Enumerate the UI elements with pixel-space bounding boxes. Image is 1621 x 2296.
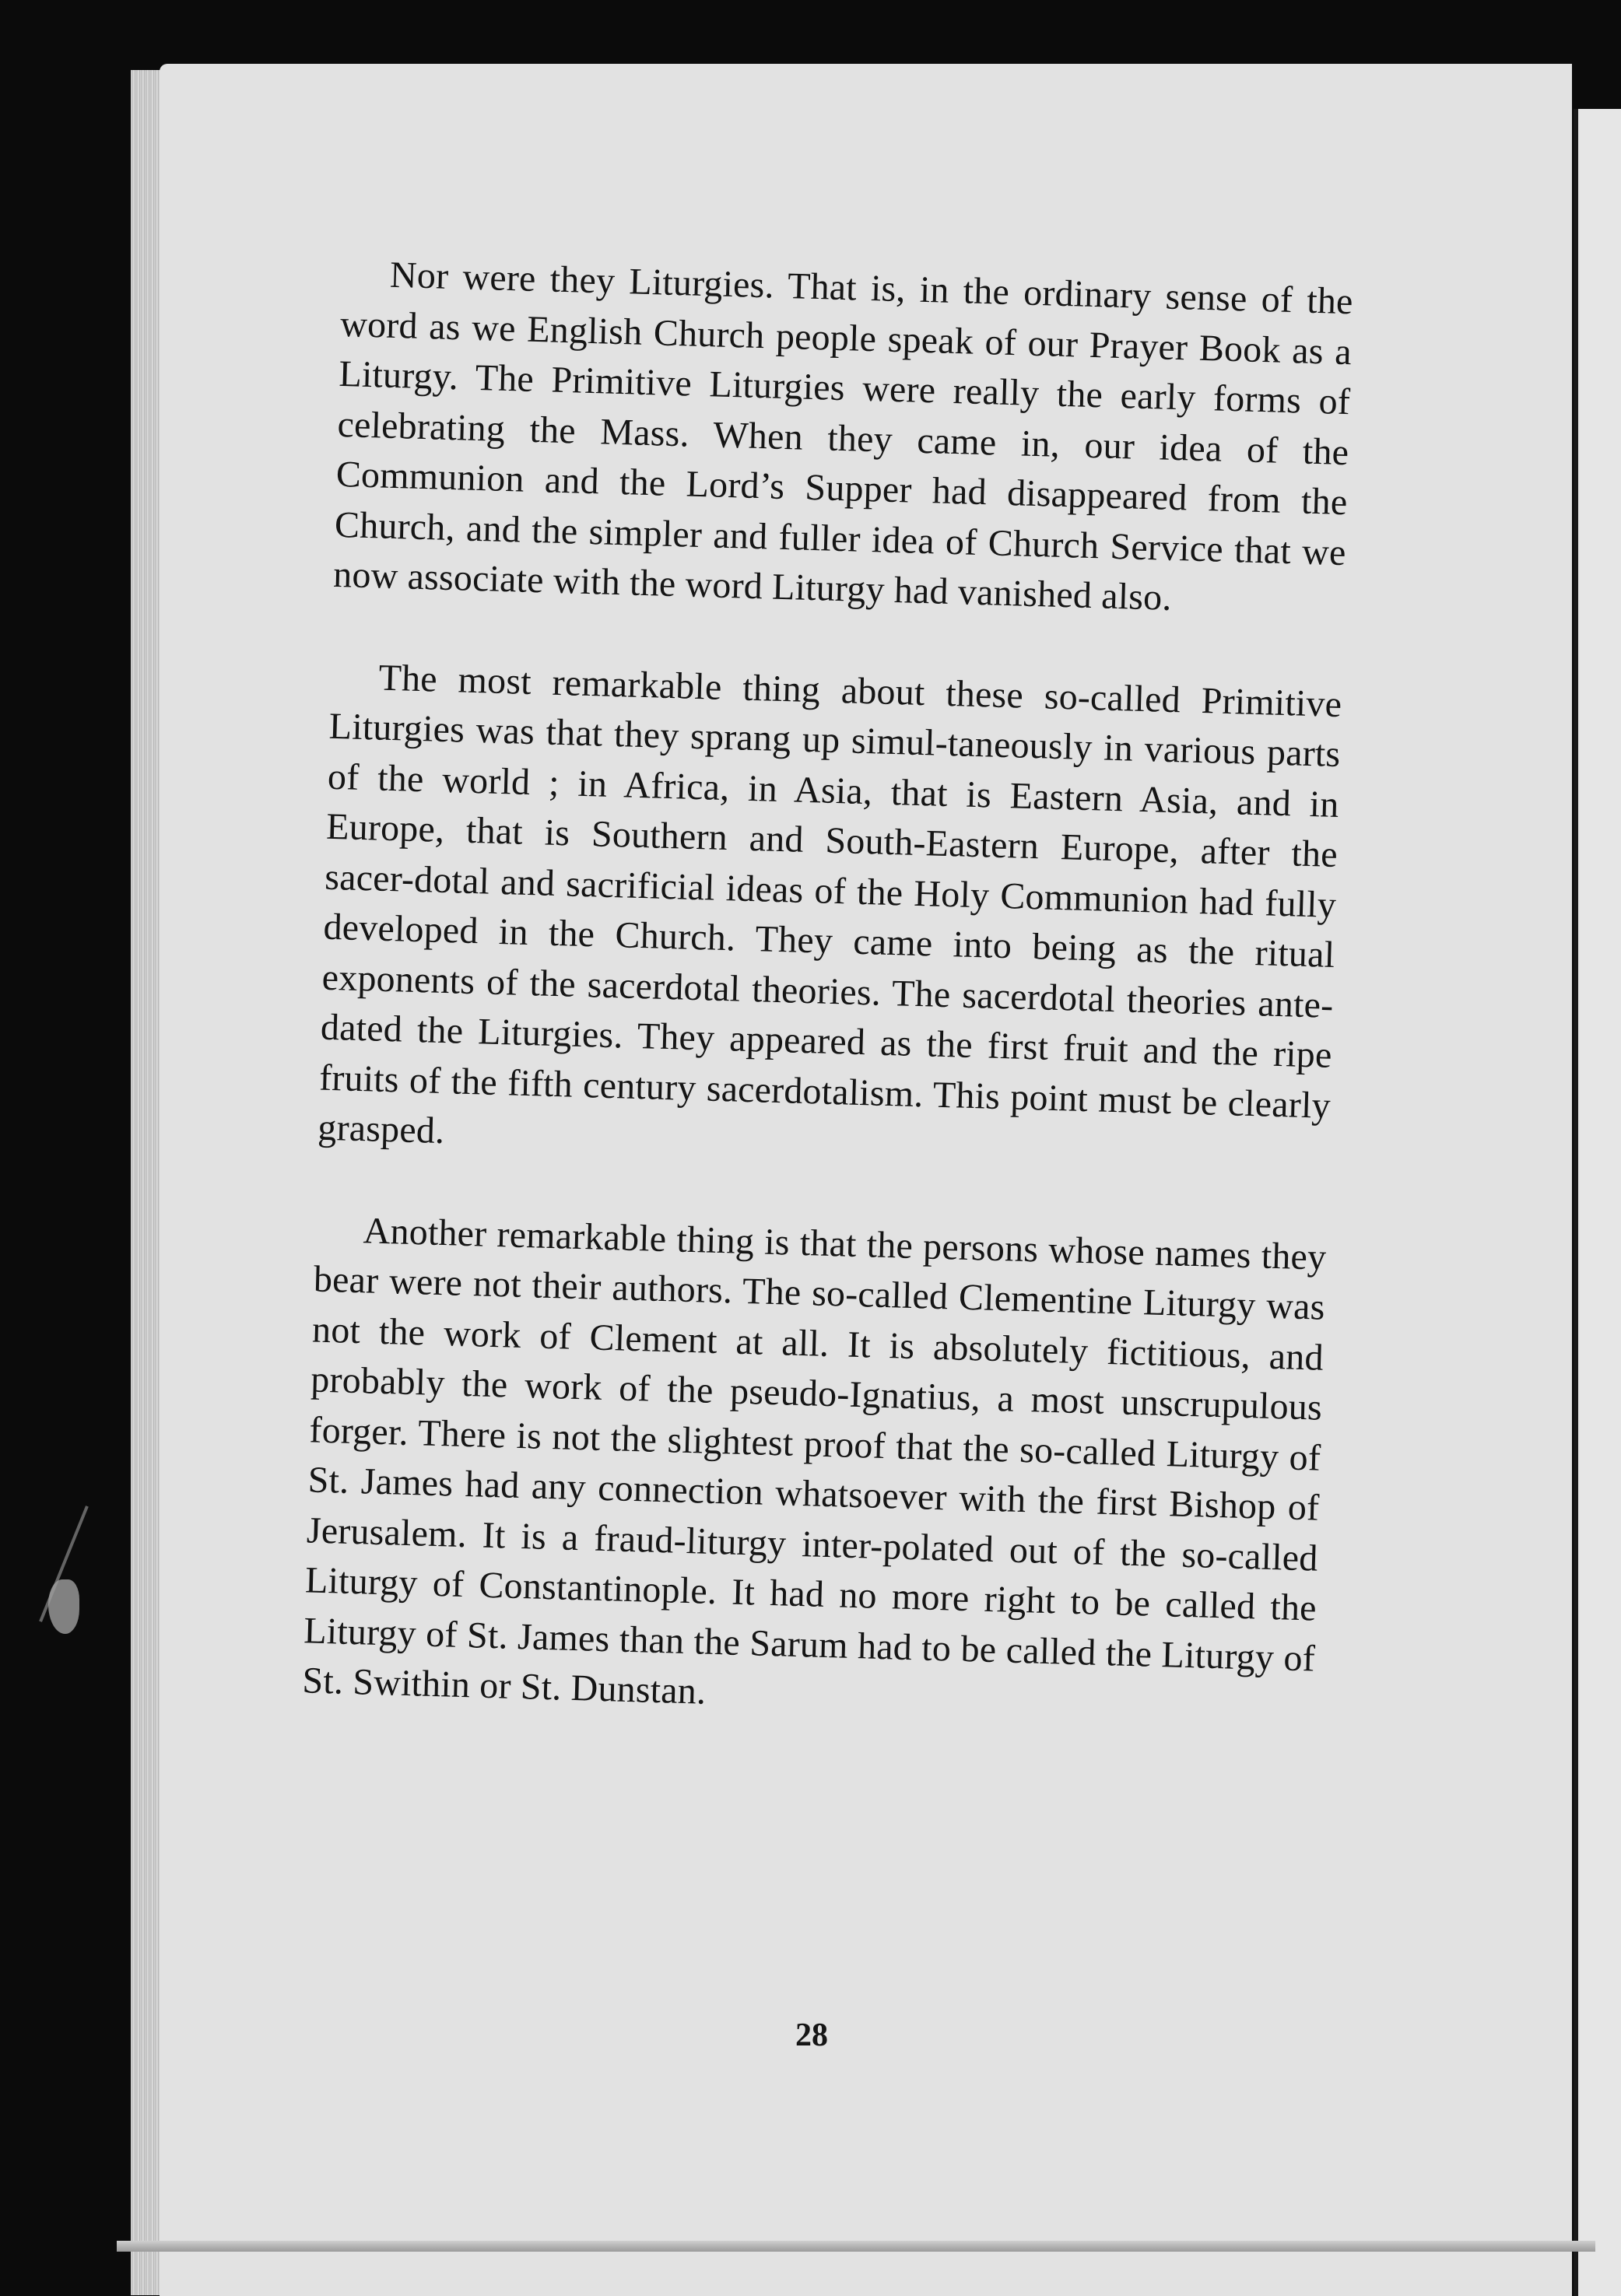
- paper-blemish: [48, 1579, 79, 1634]
- paragraph-3: Another remarkable thing is that the persons whose names they bear were not their authors. The so-called Clementine Liturgy was not the work of Clement at all. It is absolutely fictitious, and probably the work of the pseudo-Ignatius, a most unscrupulous forger. There is not the slightest proof that the so-called Liturgy of St. James had any connection whatsoever with the first Bishop of Jerusalem. It is a fraud-liturgy inter-polated out of the so-called Liturgy of Constantinople. It had no more right to be called the Liturgy of St. James than the Sarum had to be called the Liturgy of St. Swithin or St. Dunstan.: [301, 1209, 1328, 1712]
- body-text: [300, 249, 1354, 1786]
- facing-page-edge: [1578, 109, 1621, 2296]
- page-bottom-edge: [117, 2241, 1595, 2252]
- paragraph-1: Nor were they Liturgies. That is, in the ordinary sense of the word as we English Church people speak of our Prayer Book as a Liturgy. The Primitive Liturgies were really the early forms of celebrating the Mass. When they came in, our idea of the Communion and the Lord’s Supper had disappeared from the Church, and the simpler and fuller idea of Church Service that we now associate with the word Liturgy had vanished also.: [332, 254, 1354, 619]
- page-number: 28: [795, 2017, 828, 2053]
- paragraph-2: The most remarkable thing about these so-called Primitive Liturgies was that they sprang up simul-taneously in various parts of the world ; in Africa, in Asia, that is Eastern Asia, and in Europe, that is Southern and South-Eastern Europe, after the sacer-dotal and sacrificial ideas of the Holy Communion had fully developed in the Church. They came into being as the ritual exponents of the sacerdotal theories. The sacerdotal theories ante-dated the Liturgies. They appeared as the first fruit and the ripe fruits of the fifth century sacerdotalism. This point must be clearly grasped.: [317, 657, 1342, 1152]
